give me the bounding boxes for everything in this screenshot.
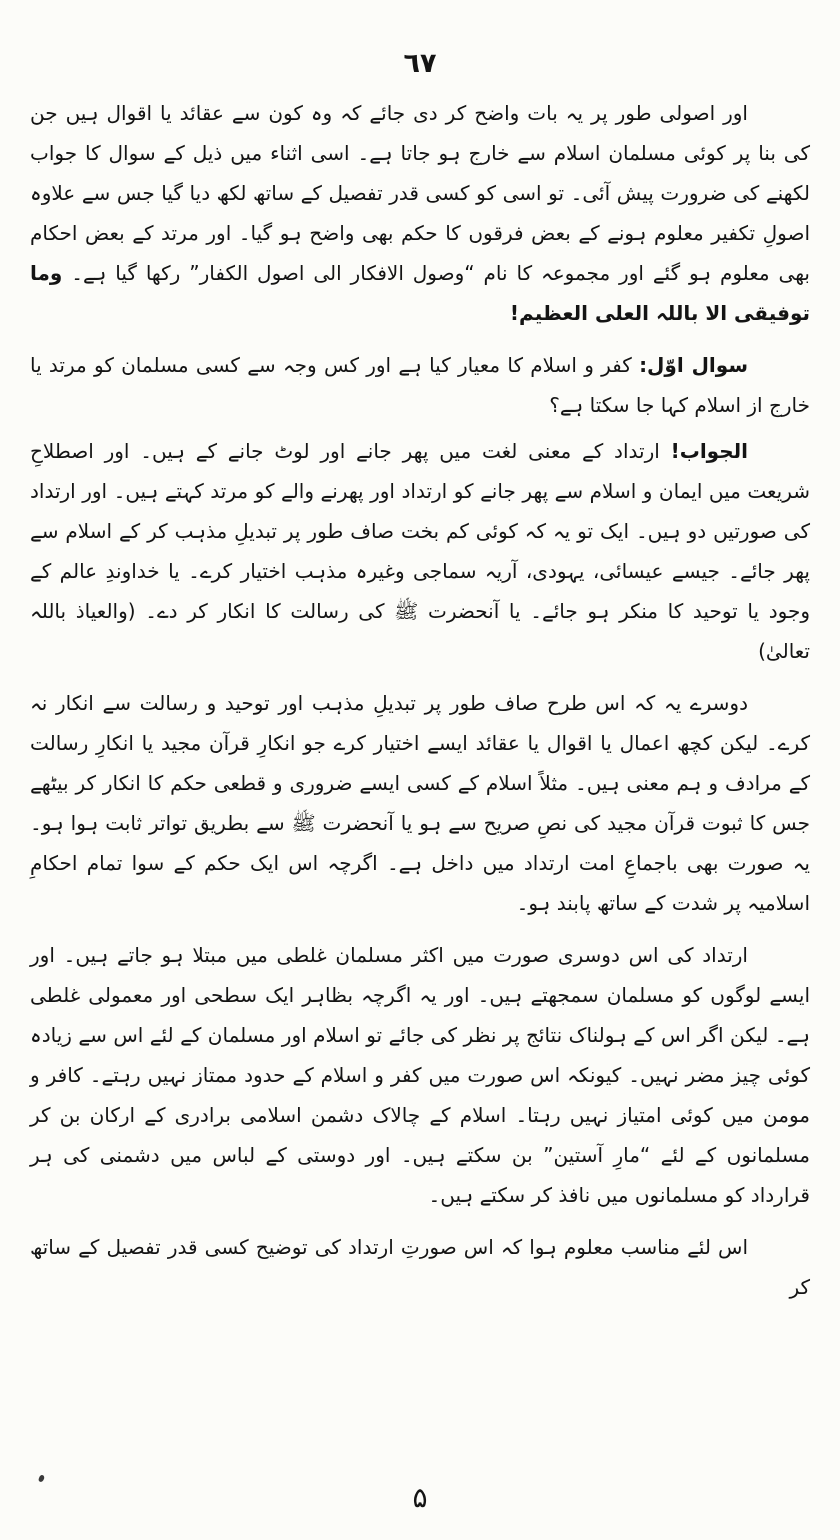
answer-paragraph bbox=[30, 431, 810, 671]
paragraph-consequences: ارتداد کی اس دوسری صورت میں اکثر مسلمان غلطی میں مبتلا ہو جاتے ہیں۔ اور ایسے لوگوں کو مسلمان سمجھتے ہیں۔ اور یہ اگرچہ بظاہر ایک سطحی اور معمولی غلطی ہے۔ لیکن اگر اس کے ہولناک نتائج پر نظر کی جائے تو اسلام اور مسلمان کے لئے اس سے زیادہ کوئی چیز مضر نہیں۔ کیونکہ اس صورت میں کفر و اسلام کے حدود ممتاز نہیں رہتے۔ کافر و مومن میں کوئی امتیاز نہیں رہتا۔ اسلام کے چالاک دشمن اسلامی برادری کے ارکان بن کر مسلمانوں کے لئے “مارِ آستین” بن سکتے ہیں۔ اور دوستی کے لباس میں دشمنی کی ہر قرارداد کو مسلمانوں میں نافذ کر سکتے ہیں۔ bbox=[30, 943, 810, 1207]
answer-label: الجواب! bbox=[670, 439, 748, 463]
arabic-dua: وما توفیقی الا باللہ العلی العظیم! bbox=[30, 261, 810, 325]
paragraph-intro bbox=[30, 93, 810, 333]
question-text: کفر و اسلام کا معیار کیا ہے اور کس وجہ سے کسی مسلمان کو مرتد یا خارج از اسلام کہا جا سکتا ہے؟ bbox=[30, 353, 810, 417]
answer-text: ارتداد کے معنی لغت میں پھر جانے اور لوٹ جانے کے ہیں۔ اور اصطلاحِ شریعت میں ایمان و اسلام سے پھر جانے کو ارتداد اور پھرنے والے کو مرتد کہتے ہیں۔ اور ارتداد کی صورتیں دو ہیں۔ ایک تو یہ کہ کوئی کم بخت صاف طور پر تبدیلِ مذہب کر کے اسلام سے پھر جائے۔ جیسے عیسائی، یہودی، آریہ سماجی وغیرہ مذہب اختیار کرے۔ یا خداوندِ عالم کے وجود یا توحید کا منکر ہو جائے۔ یا آنحضرت ﷺ کی رسالت کا انکار کر دے۔ (والعیاذ باللہ تعالیٰ) bbox=[30, 439, 810, 663]
paragraph-closing: اس لئے مناسب معلوم ہوا کہ اس صورتِ ارتداد کی توضیح کسی قدر تفصیل کے ساتھ کر bbox=[30, 1235, 810, 1299]
question-1 bbox=[30, 345, 810, 425]
page-number-top: ٦٧ bbox=[403, 48, 437, 79]
question-label: سوال اوّل: bbox=[639, 353, 748, 377]
paragraph-second-form: دوسرے یہ کہ اس طرح صاف طور پر تبدیلِ مذہب اور توحید و رسالت سے انکار نہ کرے۔ لیکن کچھ اعمال یا اقوال یا عقائد ایسے اختیار کرے جو انکارِ قرآن مجید یا انکارِ رسالت کے مرادف و ہم معنی ہیں۔ مثلاً اسلام کے کسی ایسے ضروری و قطعی حکم کا انکار کر بیٹھے جس کا ثبوت قرآن مجید کی نصِ صریح سے ہو یا آنحضرت ﷺ سے بطریق تواتر ثابت ہوا ہو۔ یہ صورت بھی باجماعِ امت ارتداد میں داخل ہے۔ اگرچہ اس ایک حکم کے سوا تمام احکامِ اسلامیہ پر شدت کے ساتھ پابند ہو۔ bbox=[30, 691, 810, 915]
intro-text: اور اصولی طور پر یہ بات واضح کر دی جائے کہ وہ کون سے عقائد یا اقوال ہیں جن کی بنا پر کوئی مسلمان اسلام سے خارج ہو جاتا ہے۔ اسی اثناء میں ذیل کے سوال کا جواب لکھنے کی ضرورت پیش آئی۔ تو اسی کو کسی قدر تفصیل کے ساتھ لکھ دیا گیا جس سے علاوہ اصولِ تکفیر معلوم ہونے کے بعض فرقوں کا حکم بھی واضح ہو گیا۔ اور مرتد کے بعض احکام بھی معلوم ہو گئے اور مجموعہ کا نام “وصول الافکار الی اصول الکفار” رکھا گیا ہے۔ bbox=[30, 101, 810, 285]
page-number-bottom: ۵ bbox=[412, 1481, 428, 1514]
